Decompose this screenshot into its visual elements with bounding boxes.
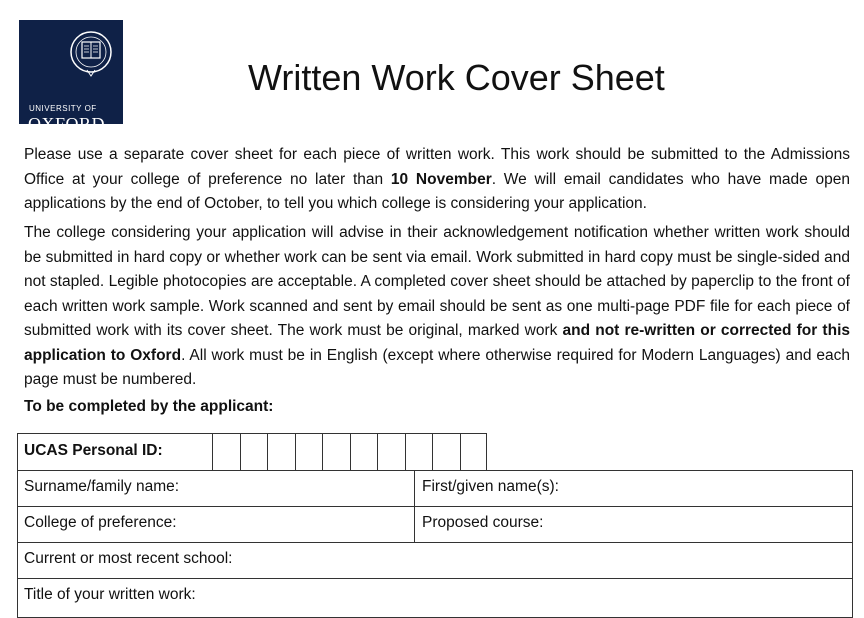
divider xyxy=(414,507,415,542)
school-field[interactable]: Current or most recent school: xyxy=(24,550,233,567)
instructions-text-2: . All work must be in English (except where otherwise required for Modern Languages) and each page must be numbered. xyxy=(24,346,850,388)
ucas-digit-box[interactable] xyxy=(322,434,350,470)
ucas-digit-box[interactable] xyxy=(350,434,378,470)
ucas-digit-box[interactable] xyxy=(432,434,460,470)
section-heading: To be completed by the applicant: xyxy=(24,398,274,415)
oxford-crest-icon xyxy=(63,28,119,84)
title-row xyxy=(17,578,853,618)
first-name-field[interactable]: First/given name(s): xyxy=(422,478,559,495)
instructions-paragraph xyxy=(24,221,850,393)
instructions-text-1: The college considering your application will advise in their acknowledgement notification whether written work should be submitted in hard copy or whether work can be sent via email. Work submitted in hard copy must be single-sided and not stapled. Legible photocopies are acceptable. A completed cover sheet should be attached by paperclip to the front of each written work sample. Work scanned and sent by email should be sent as one multi-page PDF file for each piece of submitted work with its cover sheet. The work must be original, marked work xyxy=(24,224,850,339)
ucas-digit-box[interactable] xyxy=(295,434,323,470)
ucas-digit-box[interactable] xyxy=(460,434,488,470)
school-row xyxy=(17,542,853,579)
divider xyxy=(414,471,415,506)
college-field[interactable]: College of preference: xyxy=(24,514,177,531)
ucas-digit-box[interactable] xyxy=(240,434,268,470)
course-field[interactable]: Proposed course: xyxy=(422,514,544,531)
page-title: Written Work Cover Sheet xyxy=(248,57,665,98)
intro-text-2: . We will email candidates who have made open applications by the end of October, to tell you which college is considering your application. xyxy=(24,170,850,212)
deadline-date: 10 November xyxy=(390,170,492,188)
intro-text-1: Please use a separate cover sheet for each piece of written work. This work should be submitted to the Admissions Office at your college of preference no later than xyxy=(24,146,850,188)
ucas-row xyxy=(17,433,487,471)
name-row xyxy=(17,470,853,507)
ucas-digit-box[interactable] xyxy=(267,434,295,470)
ucas-digit-box[interactable] xyxy=(405,434,433,470)
ucas-label: UCAS Personal ID: xyxy=(24,442,163,459)
ucas-digit-box[interactable] xyxy=(377,434,405,470)
oxford-logo xyxy=(19,20,123,134)
logo-oxford: OXFORD xyxy=(28,114,106,134)
ucas-digit-box[interactable] xyxy=(212,434,240,470)
work-title-field[interactable]: Title of your written work: xyxy=(24,586,196,603)
intro-paragraph xyxy=(24,143,850,217)
instructions-emphasis: and not re-written or corrected for this application to Oxford xyxy=(24,322,850,364)
college-row xyxy=(17,506,853,543)
surname-field[interactable]: Surname/family name: xyxy=(24,478,180,495)
logo-university-of: UNIVERSITY OF xyxy=(29,104,97,113)
